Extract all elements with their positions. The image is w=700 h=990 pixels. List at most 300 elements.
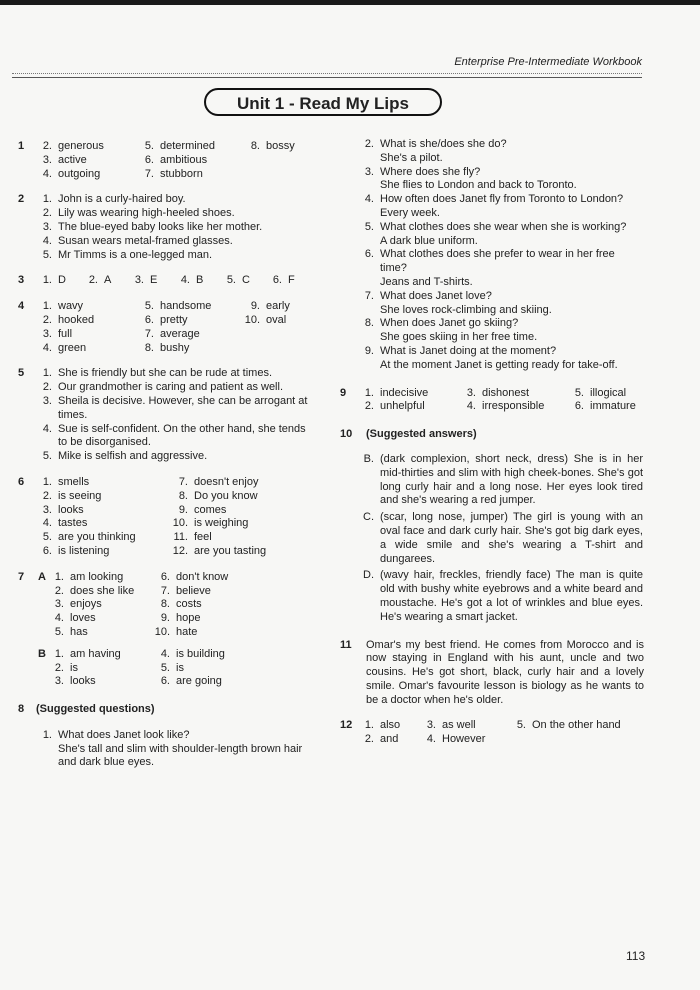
item-number: 5. [516, 719, 526, 732]
item-text: bossy [266, 140, 295, 152]
item-number: 1. [42, 475, 52, 488]
item-number: 8. [144, 341, 154, 354]
answer-item [48, 612, 154, 626]
item-text: (scar, long nose, jumper) The girl is young with an oval face and dark curly hair. She's got big dark eyes, a wide smile and she's wearing a T-shirt and dungarees. [380, 511, 643, 565]
answer-item [138, 168, 244, 182]
item-text: smells [58, 475, 90, 488]
answer-item [460, 387, 568, 401]
item-text: does she like [70, 584, 135, 597]
item-text: However [442, 733, 486, 746]
item-text: ambitious [160, 153, 208, 166]
workbook-title: Enterprise Pre-Intermediate Workbook [454, 56, 642, 68]
item-text: hooked [58, 313, 95, 326]
answer-item [154, 662, 264, 676]
answer-item [172, 490, 312, 504]
item-number [244, 168, 260, 182]
answer-item [358, 387, 460, 401]
answer-item [154, 571, 264, 585]
item-number: 9. [250, 300, 260, 313]
answer-item [36, 207, 323, 221]
answer-item [244, 168, 334, 182]
exercise-8 [18, 703, 323, 770]
item-number: 3. [466, 386, 476, 399]
item-number: 5. [364, 220, 374, 233]
answer-text: She goes skiing in her free time. [380, 331, 538, 344]
exercise-1 [18, 140, 323, 181]
answer-item [36, 395, 316, 423]
exercise-6 [18, 476, 323, 559]
answer-item [358, 511, 643, 566]
item-text: as well [442, 719, 476, 732]
item-text: costs [176, 598, 202, 611]
answer-item [154, 585, 264, 599]
exercise-4-answers [36, 300, 323, 355]
top-border [0, 0, 700, 5]
item-number: 7. [144, 167, 154, 180]
answer-item [36, 168, 138, 182]
item-text: believe [176, 584, 211, 597]
exercise-number: 9 [340, 386, 347, 399]
item-text: E [150, 274, 158, 287]
item-number: 5. [42, 531, 52, 544]
exercise-10-answers [358, 453, 643, 625]
item-text: indecisive [380, 386, 429, 399]
answer-item [568, 387, 658, 401]
answer-item [36, 274, 82, 288]
item-text: and [380, 733, 399, 746]
item-number: 6. [160, 675, 170, 688]
exercise-7b [18, 648, 323, 689]
answer-text: Every week. [380, 206, 440, 219]
answer-item [358, 733, 420, 747]
header-dotted-rule [12, 73, 642, 74]
answer-item [48, 662, 154, 676]
item-number: 3. [42, 153, 52, 166]
answer-item [358, 345, 643, 373]
item-text: green [58, 341, 87, 354]
item-number: 3. [42, 503, 52, 516]
item-text: outgoing [58, 167, 101, 180]
item-number: 3. [42, 394, 52, 407]
item-text [532, 733, 630, 747]
item-text: enjoys [70, 598, 102, 611]
item-text: early [266, 300, 290, 313]
answer-item [36, 221, 323, 235]
answer-item [358, 317, 643, 345]
answer-item [36, 504, 172, 518]
item-number: 3. [364, 165, 374, 178]
header-rule [12, 77, 642, 78]
answer-item [358, 290, 643, 318]
item-text: She is friendly but she can be rude at times. [58, 367, 273, 380]
answer-item [244, 314, 334, 328]
exercise-number: 10 [340, 428, 353, 441]
item-number [244, 328, 260, 342]
answer-item [36, 154, 138, 168]
question-text: Where does she fly? [380, 165, 481, 178]
item-text: don't know [176, 570, 229, 583]
item-number: C. [363, 511, 374, 524]
item-number: 8. [250, 140, 260, 152]
answer-item [36, 300, 138, 314]
answer-item [244, 300, 334, 314]
answer-item [358, 400, 460, 414]
item-number: 2. [364, 138, 374, 150]
item-number: 3. [54, 675, 64, 688]
item-text: generous [58, 140, 104, 152]
item-number: 4. [42, 422, 52, 435]
item-text: stubborn [160, 167, 203, 180]
item-number: 4. [54, 612, 64, 625]
item-text: pretty [160, 313, 188, 326]
item-text: am looking [70, 570, 124, 583]
answer-item [36, 490, 172, 504]
item-number: 5. [160, 661, 170, 674]
item-text: tastes [58, 517, 88, 530]
item-text: are going [176, 675, 222, 688]
answer-item [266, 274, 312, 288]
item-number: 2. [42, 207, 52, 220]
answer-item [172, 545, 312, 559]
item-number: 1. [42, 193, 52, 206]
item-text: looks [58, 503, 84, 516]
exercise-number: 2 [18, 193, 25, 206]
answer-item [568, 400, 658, 414]
exercise-9 [340, 387, 645, 415]
answer-item [138, 328, 244, 342]
answer-item [36, 381, 316, 395]
exercise-7a [18, 571, 323, 640]
answer-item [138, 342, 244, 356]
answer-item [220, 274, 266, 288]
unit-title: Unit 1 - Read My Lips [204, 88, 442, 116]
item-number: 1. [42, 367, 52, 380]
answer-item [138, 314, 244, 328]
answer-item [138, 140, 244, 154]
answer-item [174, 274, 220, 288]
exercise-11-text: Omar's my best friend. He comes from Morocco and is now staying in England with his aunt, uncle and two cousins. He's got short, black, curly hair and a lovely smile. Omar's favourite lesson is biology as he wants to be a doctor when he's older. [366, 638, 644, 706]
answer-item [154, 675, 264, 689]
item-text: loves [70, 612, 96, 625]
answer-item [138, 154, 244, 168]
item-number: 4. [42, 341, 52, 354]
part-label: A [38, 570, 46, 583]
item-text: D [58, 274, 66, 287]
item-number: 4. [364, 193, 374, 206]
item-text: also [380, 719, 401, 732]
item-number: 2. [42, 381, 52, 394]
exercise-5 [18, 367, 323, 464]
item-text: is [176, 661, 184, 674]
answer-item [128, 274, 174, 288]
answer-item [510, 733, 630, 747]
item-text [266, 168, 334, 182]
item-number: 2. [364, 733, 374, 746]
answer-text: She's a pilot. [380, 151, 443, 164]
item-text: are you thinking [58, 531, 136, 544]
item-number: 8. [178, 489, 188, 502]
item-text: B [196, 274, 204, 287]
answer-item [172, 517, 312, 531]
item-text: Sue is self-confident. On the other hand, she tends to be disorganised. [58, 422, 306, 449]
item-number: 4. [426, 733, 436, 746]
item-text: full [58, 327, 73, 340]
item-number: 5. [226, 274, 236, 287]
exercise-7b-answers [48, 648, 323, 689]
answer-item [36, 517, 172, 531]
exercise-11 [340, 639, 645, 708]
answer-item [36, 450, 316, 464]
item-number: 8. [364, 317, 374, 330]
item-text: F [288, 274, 295, 287]
item-number: 2. [54, 584, 64, 597]
item-number: 1. [42, 728, 52, 741]
item-text: Our grandmother is caring and patient as well. [58, 381, 284, 394]
item-number [244, 154, 260, 168]
item-number: 6. [272, 274, 282, 287]
item-text: A [104, 274, 112, 287]
item-number: 9. [178, 503, 188, 516]
item-number: 8. [160, 598, 170, 611]
exercise-8-answers [36, 729, 316, 770]
right-column [340, 138, 645, 759]
exercise-9-answers [358, 387, 645, 415]
item-number: 7. [160, 584, 170, 597]
answer-item [172, 476, 312, 490]
item-number: 12. [172, 544, 188, 557]
item-number: 5. [42, 248, 52, 261]
exercise-8-cont-answers [358, 138, 643, 373]
answer-item [48, 626, 154, 640]
answer-item [358, 166, 643, 194]
item-text: Sheila is decisive. However, she can be arrogant at times. [58, 394, 308, 421]
item-number: 4. [42, 517, 52, 530]
item-text: is listening [58, 544, 110, 557]
answer-item [172, 504, 312, 518]
item-number: 4. [42, 167, 52, 180]
answer-item [36, 367, 316, 381]
item-number: 3. [42, 220, 52, 233]
exercise-number: 8 [18, 703, 25, 716]
question-text: What clothes does she prefer to wear in her free time? [380, 248, 615, 275]
answer-item [48, 598, 154, 612]
exercise-10-heading: (Suggested answers) [366, 428, 477, 441]
exercise-1-answers [36, 140, 323, 181]
question-text: What does Janet look like? [58, 728, 190, 741]
item-text: immature [590, 400, 636, 413]
item-text: average [160, 327, 200, 340]
item-number: 3. [134, 274, 144, 287]
item-text: dishonest [482, 386, 530, 399]
exercise-4 [18, 300, 323, 355]
answer-item [48, 571, 154, 585]
exercise-number: 6 [18, 475, 25, 488]
item-number: D. [363, 569, 374, 582]
exercise-3-answers [36, 274, 323, 288]
answer-item [358, 221, 643, 249]
exercise-12 [340, 719, 645, 747]
item-number: 2. [364, 400, 374, 413]
item-number: 9. [160, 612, 170, 625]
item-text: feel [194, 531, 212, 544]
item-number: 1. [42, 274, 52, 287]
item-number: 2. [88, 274, 98, 287]
answer-item [358, 453, 643, 508]
item-text: (wavy hair, freckles, friendly face) The man is quite old with bushy white eyebrows and a white beard and moustache. He's got a lot of wrinkles and blue eyes. He's wearing a smart jacket. [380, 569, 643, 623]
question-text: When does Janet go skiing? [380, 317, 519, 330]
item-number: 4. [180, 274, 190, 287]
item-number [510, 733, 526, 747]
answer-item [460, 400, 568, 414]
answer-item [36, 423, 316, 451]
answer-item [48, 585, 154, 599]
item-text [266, 328, 334, 342]
answer-item [154, 612, 264, 626]
item-text: is building [176, 647, 225, 660]
answer-item [82, 274, 128, 288]
answer-item [36, 342, 138, 356]
question-text: How often does Janet fly from Toronto to London? [380, 193, 624, 206]
item-number: 3. [42, 327, 52, 340]
item-number: B. [363, 452, 374, 465]
answer-item [36, 328, 138, 342]
item-number: 6. [574, 400, 584, 413]
answer-item [358, 193, 643, 221]
item-text: (dark complexion, short neck, dress) She is in her mid-thirties and slim with high cheek-bones. She's got long curly hair and a long nose. Her eyes look tired and she's wearing a red jumper. [380, 452, 643, 507]
item-number: 10. [244, 313, 260, 326]
answer-item [358, 248, 643, 289]
item-text: hope [176, 612, 201, 625]
question-text: What is Janet doing at the moment? [380, 344, 557, 357]
item-text: unhelpful [380, 400, 425, 413]
item-number: 3. [426, 719, 436, 732]
item-number: 1. [364, 719, 374, 732]
item-text: Mike is selfish and aggressive. [58, 450, 208, 463]
item-number: 5. [144, 300, 154, 313]
exercise-12-answers [358, 719, 645, 747]
item-number: 6. [160, 570, 170, 583]
question-text: What is she/does she do? [380, 138, 507, 150]
item-text: wavy [58, 300, 84, 313]
exercise-number: 1 [18, 140, 25, 152]
item-text: handsome [160, 300, 212, 313]
item-text: Susan wears metal-framed glasses. [58, 234, 233, 247]
answer-item [36, 314, 138, 328]
item-text: bushy [160, 341, 190, 354]
answer-text: She's tall and slim with shoulder-length brown hair and dark blue eyes. [58, 742, 303, 769]
item-text: Mr Timms is a one-legged man. [58, 248, 213, 261]
item-text: active [58, 153, 87, 166]
item-text: irresponsible [482, 400, 545, 413]
item-text: The blue-eyed baby looks like her mother. [58, 220, 263, 233]
exercise-number: 12 [340, 719, 353, 732]
item-text: Do you know [194, 489, 258, 502]
item-text [266, 342, 334, 356]
exercise-7a-answers [48, 571, 323, 640]
exercise-number: 11 [340, 638, 352, 651]
page-number: 113 [626, 949, 646, 963]
item-number: 6. [144, 153, 154, 166]
item-number: 1. [364, 386, 374, 399]
answer-item [138, 300, 244, 314]
item-number: 7. [178, 475, 188, 488]
item-text: comes [194, 503, 227, 516]
item-number: 6. [144, 313, 154, 326]
item-text: is weighing [194, 517, 249, 530]
answer-item [244, 342, 334, 356]
item-number: 2. [42, 140, 52, 152]
question-text: What does Janet love? [380, 289, 492, 302]
item-text: On the other hand [532, 719, 621, 732]
answer-text: At the moment Janet is getting ready for take-off. [380, 358, 618, 371]
answer-item [172, 531, 312, 545]
item-number: 7. [144, 327, 154, 340]
item-text: is seeing [58, 489, 102, 502]
answer-text: She flies to London and back to Toronto. [380, 179, 577, 192]
exercise-number: 7 [18, 570, 25, 583]
answer-item [36, 545, 172, 559]
exercise-5-answers [36, 367, 316, 464]
exercise-8-heading: (Suggested questions) [36, 703, 155, 716]
item-number: 1. [54, 647, 64, 660]
exercise-number: 5 [18, 367, 25, 380]
exercise-number: 4 [18, 300, 25, 313]
item-number: 7. [364, 289, 374, 302]
item-number: 6. [42, 544, 52, 557]
exercise-3 [18, 274, 323, 288]
exercise-2-answers [36, 193, 323, 262]
answer-item [358, 569, 643, 624]
item-text: illogical [590, 386, 627, 399]
answer-item [244, 328, 334, 342]
answer-item [420, 733, 510, 747]
answer-item [358, 719, 420, 733]
item-text: Lily was wearing high-heeled shoes. [58, 207, 235, 220]
answer-item [48, 675, 154, 689]
answer-item [244, 154, 334, 168]
item-number: 1. [54, 570, 64, 583]
exercise-2 [18, 193, 323, 262]
question-text: What clothes does she wear when she is working? [380, 220, 627, 233]
answer-item [244, 140, 334, 154]
answer-item [36, 531, 172, 545]
item-number: 1. [42, 300, 52, 313]
exercise-8-continued [340, 138, 645, 373]
answer-item [154, 598, 264, 612]
item-number: 3. [54, 598, 64, 611]
answer-text: She loves rock-climbing and skiing. [380, 303, 552, 316]
exercise-6-answers [36, 476, 323, 559]
item-text: has [70, 625, 88, 638]
item-text: doesn't enjoy [194, 475, 259, 488]
item-number: 6. [364, 248, 374, 261]
item-number: 4. [466, 400, 476, 413]
item-number: 11. [173, 531, 188, 544]
item-number: 5. [54, 625, 64, 638]
item-number: 10. [172, 517, 188, 530]
answer-text: A dark blue uniform. [380, 234, 478, 247]
exercise-number: 3 [18, 274, 25, 287]
item-number: 4. [42, 234, 52, 247]
answer-item [510, 719, 630, 733]
item-number: 2. [42, 313, 52, 326]
answer-item [36, 476, 172, 490]
item-number: 2. [42, 489, 52, 502]
exercise-10 [340, 428, 645, 624]
part-label: B [38, 647, 46, 660]
left-column [18, 140, 323, 782]
item-text: John is a curly-haired boy. [58, 193, 186, 206]
